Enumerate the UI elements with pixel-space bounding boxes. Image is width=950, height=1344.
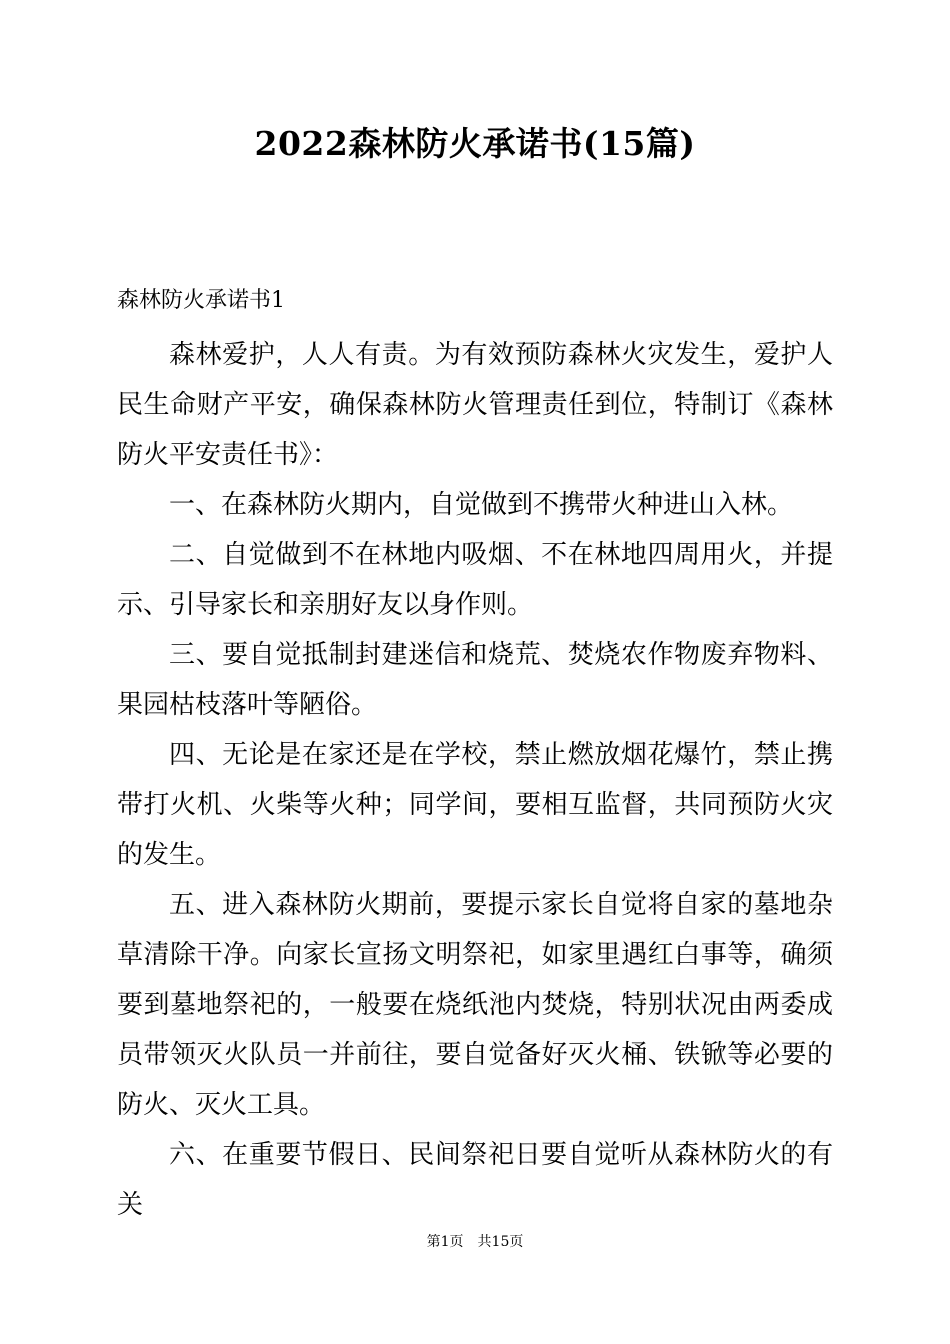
paragraph: 五、进入森林防火期前，要提示家长自觉将自家的墓地杂草清除干净。向家长宣扬文明祭祀，如家里遇红白事等，确须要到墓地祭祀的，一般要在烧纸池内焚烧，特别状况由两委成员带领灭火队员一并前往，要自觉备好灭火桶、铁锨等必要的防火、灭火工具。 (117, 890, 833, 1120)
paragraph: 三、要自觉抵制封建迷信和烧荒、焚烧农作物废弃物料、果园枯枝落叶等陋俗。 (117, 640, 833, 720)
paragraph: 四、无论是在家还是在学校，禁止燃放烟花爆竹，禁止携带打火机、火柴等火种；同学间，要相互监督，共同预防火灾的发生。 (117, 740, 833, 870)
document-title: 2022森林防火承诺书(15篇) (254, 124, 696, 163)
paragraph: 森林爱护，人人有责。为有效预防森林火灾发生，爱护人民生命财产平安，确保森林防火管理责任到位，特制订《森林防火平安责任书》： (117, 340, 833, 470)
paragraph: 六、在重要节假日、民间祭祀日要自觉听从森林防火的有关 (117, 1140, 833, 1220)
page-footer (0, 1230, 950, 1254)
section-heading: 森林防火承诺书1 (117, 288, 285, 313)
paragraph: 二、自觉做到不在林地内吸烟、不在林地四周用火，并提示、引导家长和亲朋好友以身作则。 (117, 540, 833, 620)
page-number-current: 第1页 (426, 1234, 464, 1250)
page-number-total: 共15页 (477, 1234, 524, 1250)
paragraph: 一、在森林防火期内，自觉做到不携带火种进山入林。 (169, 490, 794, 520)
document-body (117, 330, 833, 1230)
